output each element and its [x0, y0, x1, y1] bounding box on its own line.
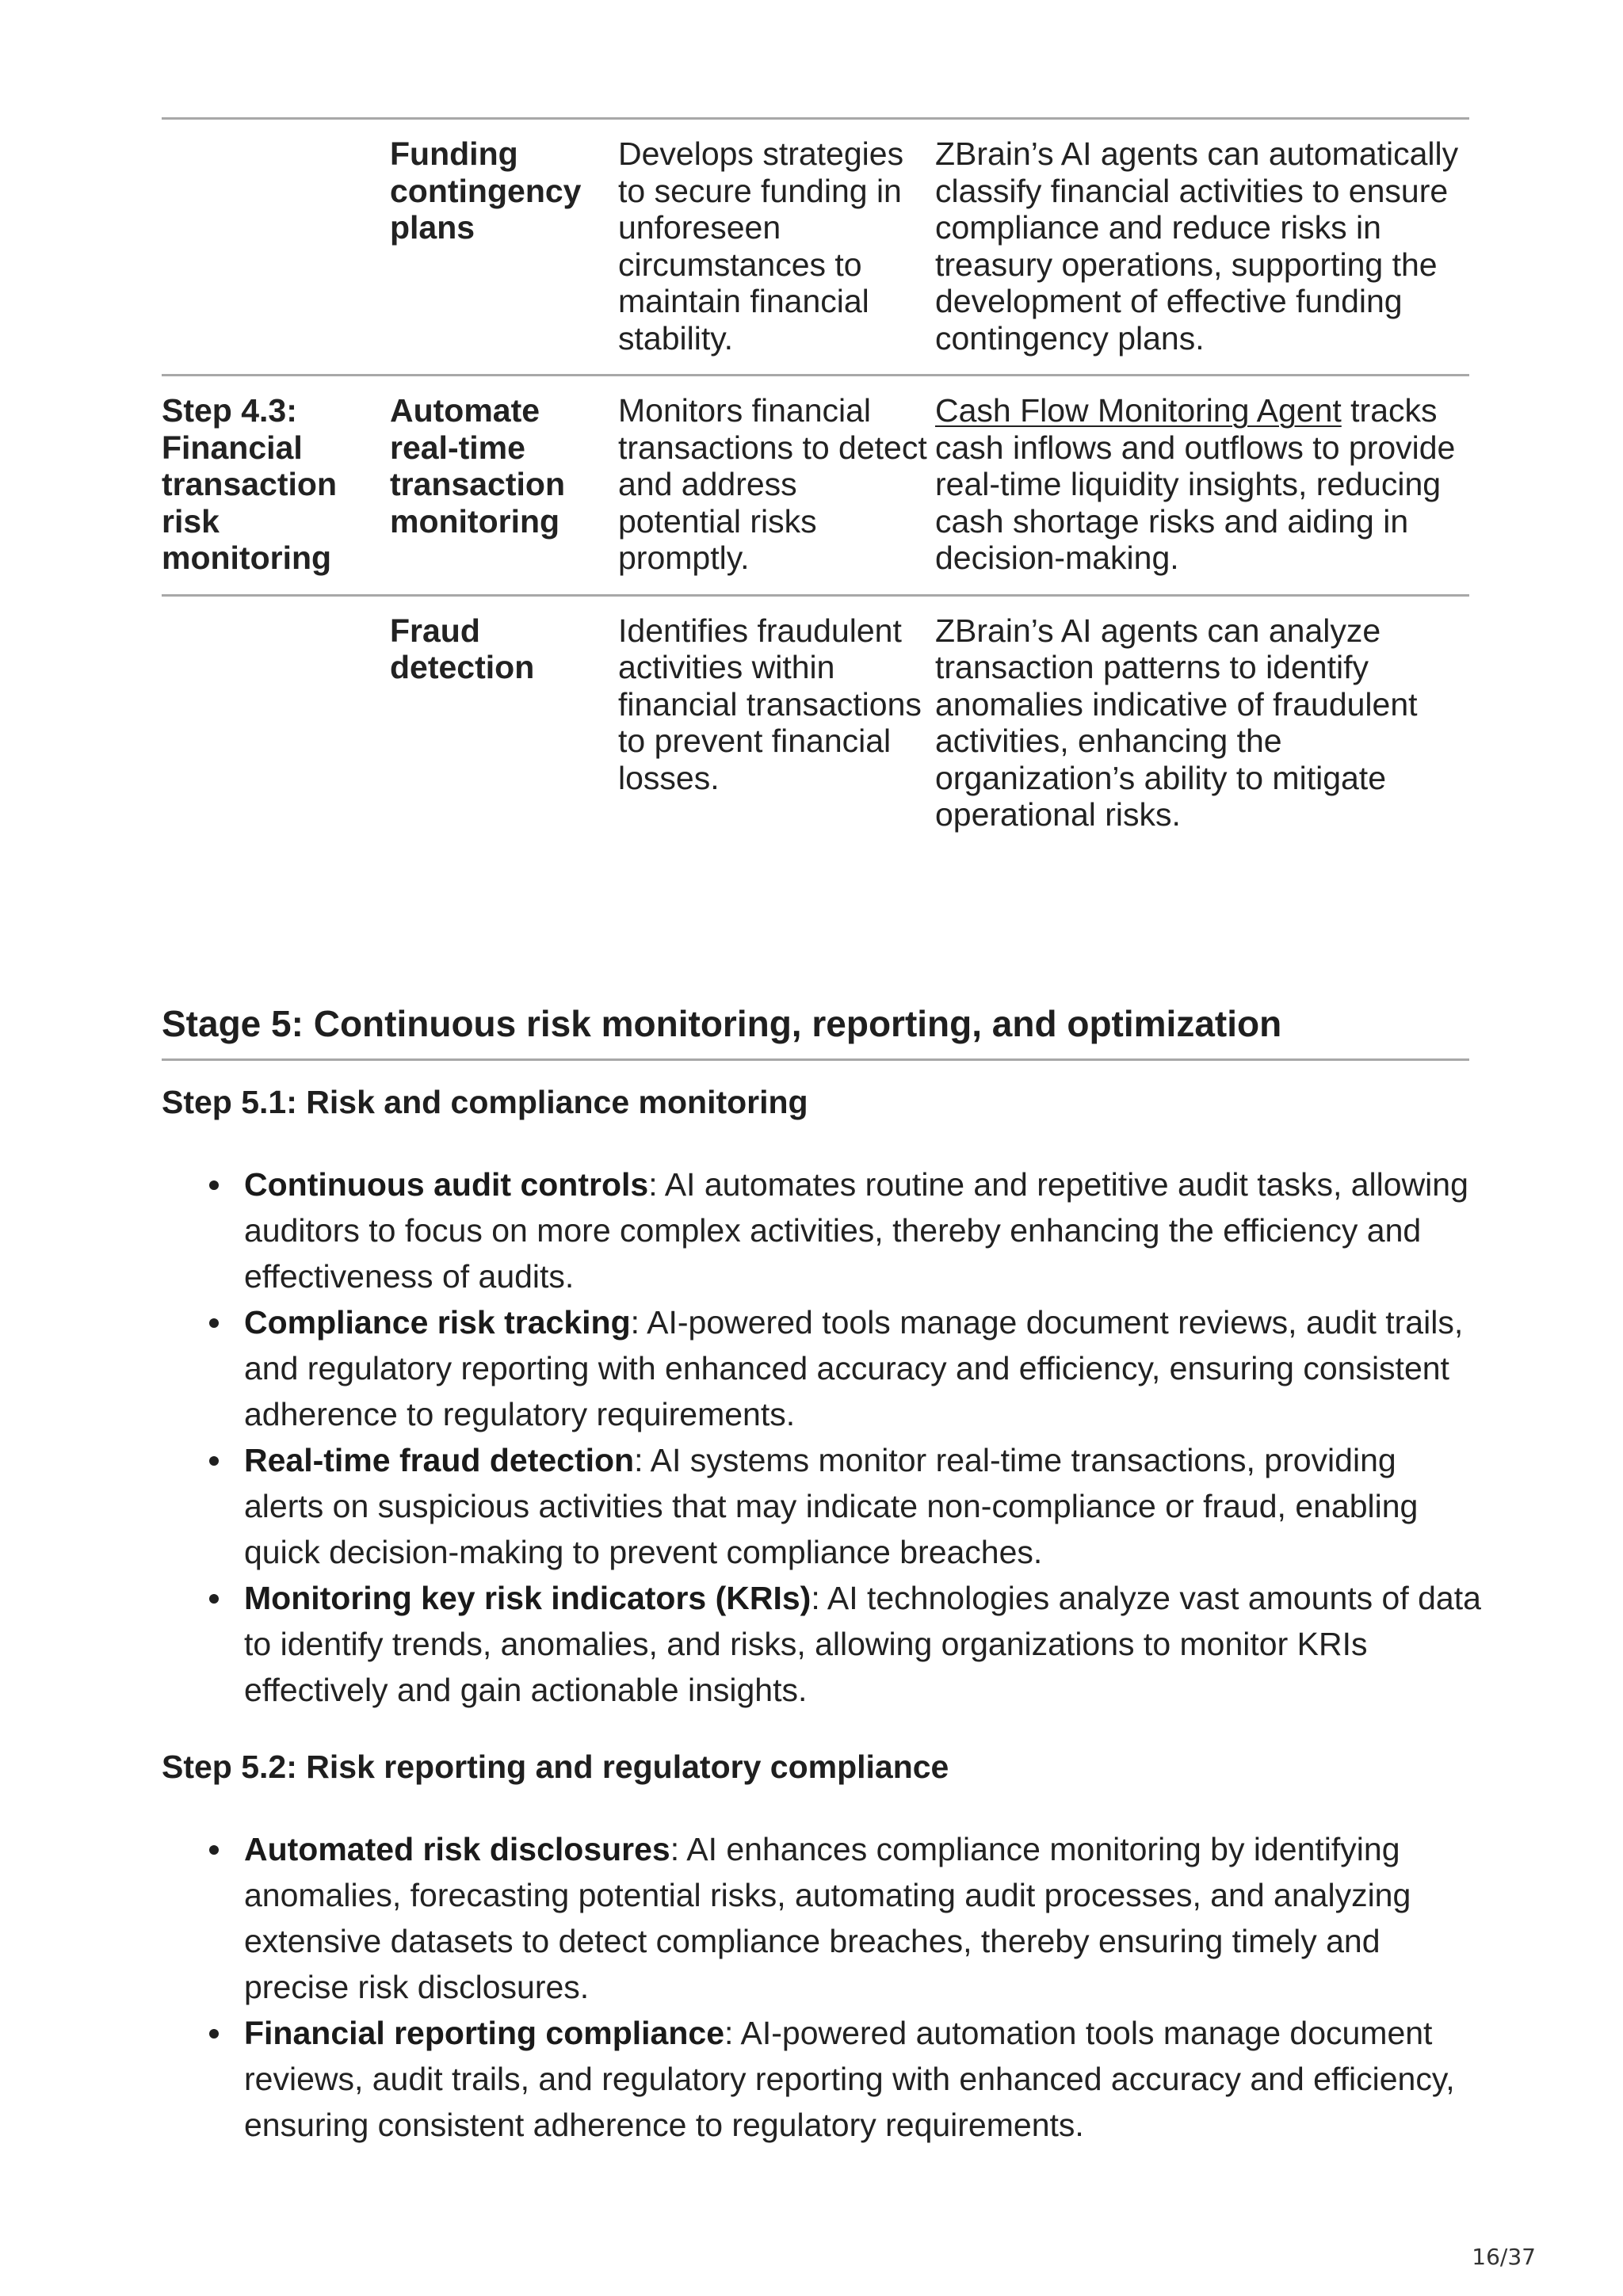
description-cell: Identifies fraudulent activities within financial transactions to prevent financial losses. — [618, 595, 935, 865]
list-item-term: Real-time fraud detection — [244, 1442, 635, 1478]
list-item — [198, 2010, 1482, 2148]
list-item-text: : AI systems monitor real-time transactions, providing alerts on suspicious activities that may indicate non-compliance or fraud, enabling quick decision-making to prevent compliance breaches. — [244, 1442, 1419, 1570]
list-item-text: : AI-powered tools manage document reviews, audit trails, and regulatory reporting with enhanced accuracy and efficiency, ensuring consistent adherence to regulatory requirements. — [244, 1304, 1464, 1432]
list-item — [198, 1299, 1482, 1437]
list-item — [198, 1161, 1482, 1299]
step-cell — [162, 595, 390, 865]
list-item-term: Compliance risk tracking — [244, 1304, 631, 1341]
step-5-2-heading: Step 5.2: Risk reporting and regulatory compliance — [162, 1749, 949, 1785]
bullet-icon — [209, 1180, 219, 1190]
page-number: 16/37 — [1472, 2244, 1536, 2270]
list-item-term: Automated risk disclosures — [244, 1831, 670, 1867]
step-cell — [162, 119, 390, 376]
list-item-text: : AI enhances compliance monitoring by identifying anomalies, forecasting potential risks, automating audit processes, and analyzing extensive datasets to detect compliance breaches, thereby ensuring timely and precise risk disclosures. — [244, 1831, 1411, 2005]
task-cell: Automate real-time transaction monitoring — [390, 376, 618, 596]
bullet-icon — [209, 1845, 219, 1855]
risk-table — [162, 117, 1469, 865]
description-cell: Monitors financial transactions to detect and address potential risks promptly. — [618, 376, 935, 596]
table-row — [162, 119, 1469, 376]
list-item-term: Continuous audit controls — [244, 1166, 649, 1203]
list-item-text: : AI technologies analyze vast amounts of data to identify trends, anomalies, and risks, allowing organizations to monitor KRIs effectively and gain actionable insights. — [244, 1580, 1481, 1708]
bullet-icon — [209, 1456, 219, 1466]
list-item-term: Monitoring key risk indicators (KRIs) — [244, 1580, 812, 1616]
task-cell: Fraud detection — [390, 595, 618, 865]
list-item-term: Financial reporting compliance — [244, 2015, 725, 2051]
zbrain-text: tracks cash inflows and outflows to provide real-time liquidity insights, reducing cash shortage risks and aiding in decision-making. — [935, 392, 1456, 576]
table-row — [162, 595, 1469, 865]
step-5-2-list — [198, 1826, 1482, 2148]
step-cell: Step 4.3: Financial transaction risk monitoring — [162, 376, 390, 596]
list-item-text: : AI-powered automation tools manage document reviews, audit trails, and regulatory reporting with enhanced accuracy and efficiency, ensuring consistent adherence to regulatory requirements. — [244, 2015, 1455, 2143]
list-item-text: : AI automates routine and repetitive audit tasks, allowing auditors to focus on more complex activities, thereby enhancing the efficiency and effectiveness of audits. — [244, 1166, 1468, 1295]
zbrain-cell — [935, 376, 1469, 596]
list-item — [198, 1826, 1482, 2010]
task-cell: Funding contingency plans — [390, 119, 618, 376]
bullet-icon — [209, 2029, 219, 2039]
zbrain-cell — [935, 119, 1469, 376]
step-5-1-list — [198, 1161, 1482, 1713]
table-row — [162, 376, 1469, 596]
step-5-1-heading: Step 5.1: Risk and compliance monitoring — [162, 1084, 808, 1120]
zbrain-text: ZBrain’s AI agents can automatically classify financial activities to ensure compliance and reduce risks in treasury operations, supporting the development of effective funding contingency plans. — [935, 135, 1459, 357]
cash-flow-monitoring-agent-link[interactable]: Cash Flow Monitoring Agent — [935, 392, 1342, 429]
description-cell: Develops strategies to secure funding in unforeseen circumstances to maintain financial stability. — [618, 119, 935, 376]
bullet-icon — [209, 1318, 219, 1328]
zbrain-text: ZBrain’s AI agents can analyze transaction patterns to identify anomalies indicative of fraudulent activities, enhancing the organization’s ability to mitigate operational risks. — [935, 612, 1418, 833]
list-item — [198, 1575, 1482, 1713]
bullet-icon — [209, 1594, 219, 1604]
zbrain-cell — [935, 595, 1469, 865]
stage-5-heading: Stage 5: Continuous risk monitoring, reporting, and optimization — [162, 1000, 1469, 1061]
list-item — [198, 1437, 1482, 1575]
